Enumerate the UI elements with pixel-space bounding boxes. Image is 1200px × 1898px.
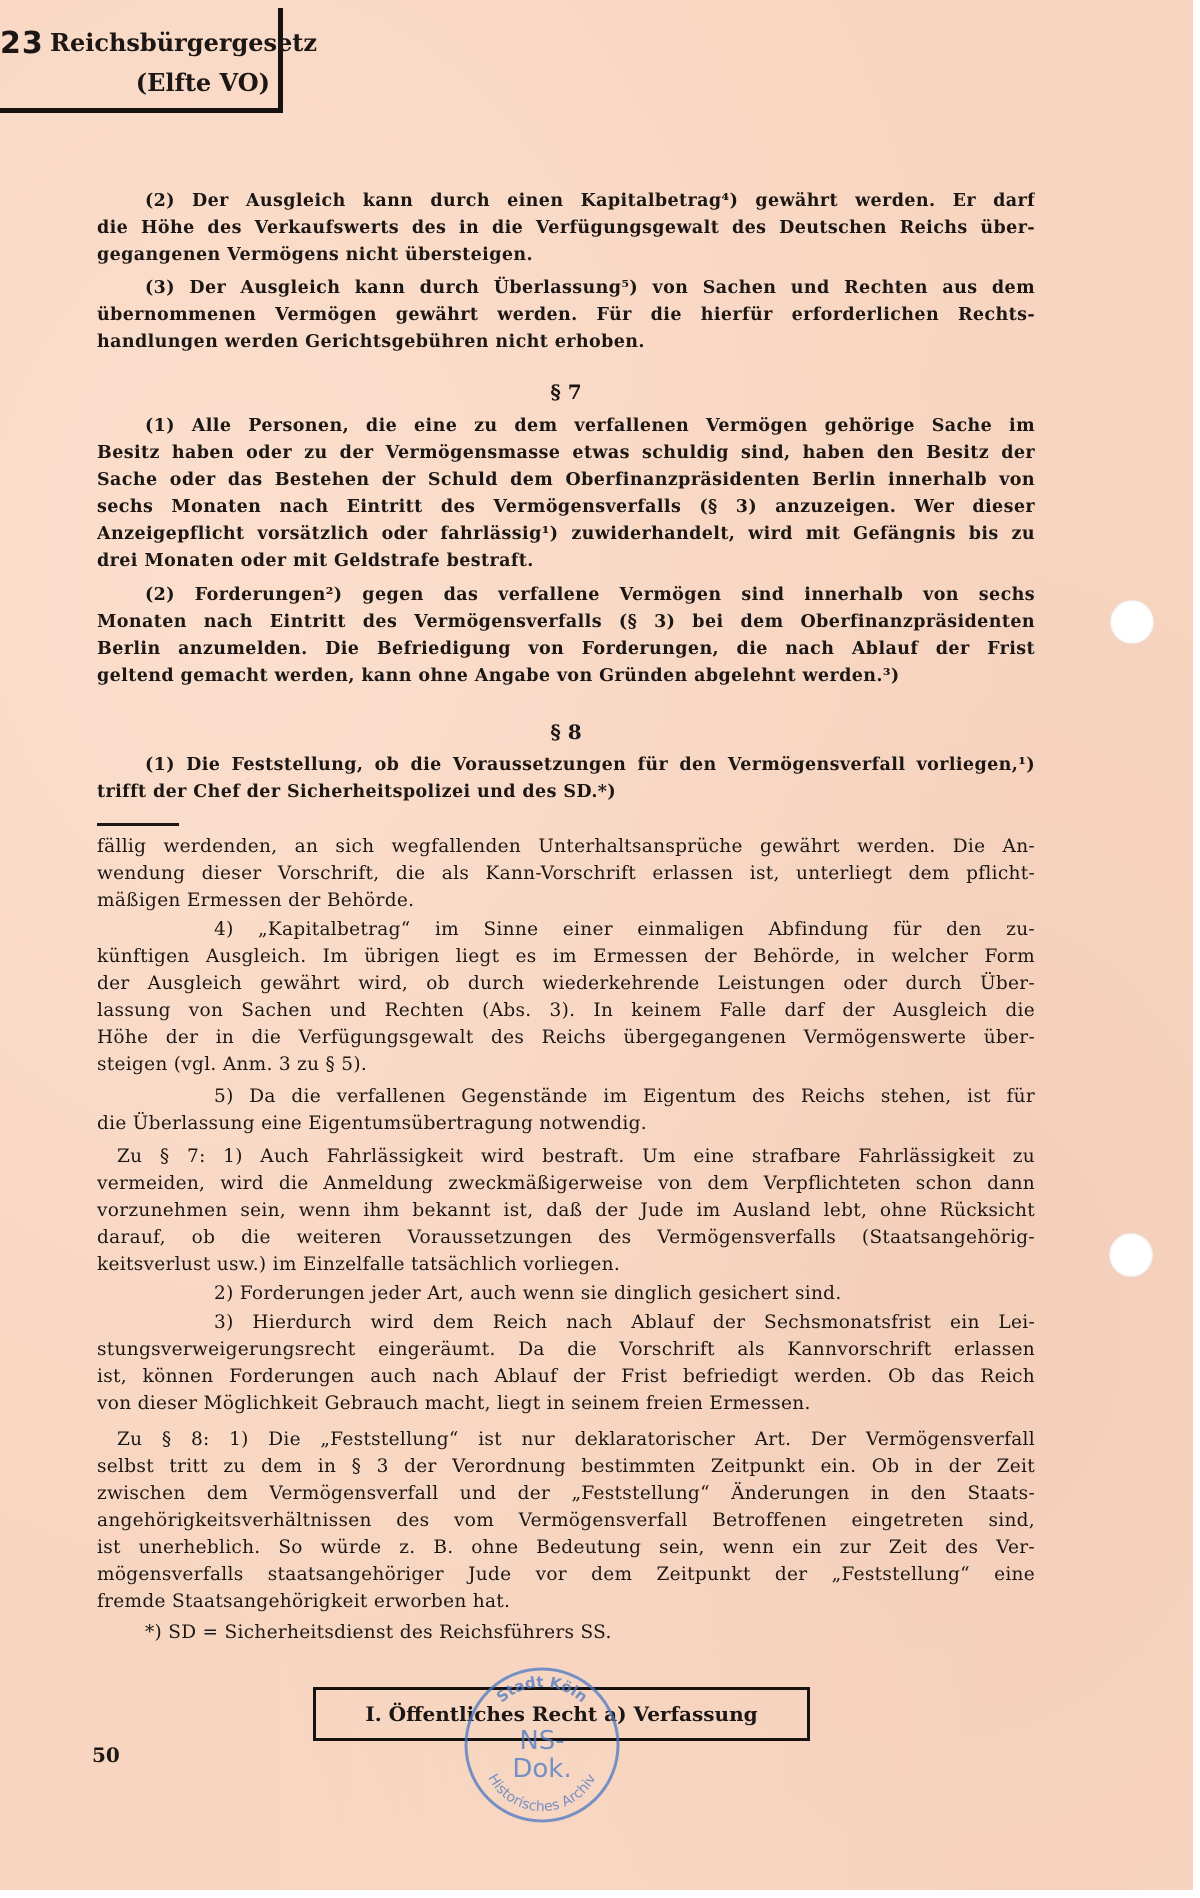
footnote-line: 3) Hierdurch wird dem Reich nach Ablauf der Sechsmonatsfrist ein Lei- [214,1312,1035,1333]
punch-hole [1109,1233,1153,1277]
archive-stamp [462,1665,622,1825]
footnote-line: 4) „Kapitalbetrag“ im Sinne einer einmaligen Abfindung für den zu- [214,919,1035,940]
text-line: Anzeigepflicht vorsätzlich oder fahrlässig¹) zuwiderhandelt, wird mit Gefängnis bis zu [97,524,1035,544]
footnote-line: künftigen Ausgleich. Im übrigen liegt es im Ermessen der Behörde, in welcher Form [97,946,1035,967]
footnote-separator [97,823,179,826]
text-line: gegangenen Vermögens nicht übersteigen. [97,245,534,265]
text-line: übernommenen Vermögen gewährt werden. Für die hierfür erforderlichen Rechts- [97,305,1035,325]
text-line: (2) Forderungen²) gegen das verfallene Vermögen sind innerhalb von sechs [145,585,1035,605]
text-line: trifft der Chef der Sicherheitspolizei und des SD.*) [97,782,617,802]
footnote-line: 5) Da die verfallenen Gegenstände im Eigentum des Reichs stehen, ist für [214,1086,1035,1107]
footnote-line: wendung dieser Vorschrift, die als Kann-Vorschrift erlassen ist, unterliegt dem pflicht- [97,863,1035,884]
text-line: Besitz haben oder zu der Vermögensmasse etwas schuldig sind, haben den Besitz der [97,443,1035,463]
footnote-line: vermeiden, wird die Anmeldung zweckmäßigerweise von dem Verpflichteten schon dann [97,1173,1035,1194]
stamp-bottom-arc: Historisches Archiv [484,1771,600,1816]
footnote-line: mäßigen Ermessen der Behörde. [97,890,415,911]
header-title: Reichsbürgergesetz [50,28,318,57]
section-7-heading: § 7 [550,380,582,404]
running-header [0,8,318,113]
footnote-line: steigen (vgl. Anm. 3 zu § 5). [97,1054,368,1075]
footnote-line: stungsverweigerungsrecht eingeräumt. Da die Vorschrift als Kannvorschrift erlassen [97,1339,1035,1360]
stamp-line-1: NS- [519,1726,565,1756]
text-line: handlungen werden Gerichtsgebühren nicht erhoben. [97,332,645,352]
footnote-line: Höhe der in die Verfügungsgewalt des Reichs übergegangenen Vermögenswerte über- [97,1027,1035,1048]
text-line: (1) Die Feststellung, ob die Voraussetzungen für den Vermögensverfall vorliegen,¹) [145,755,1035,775]
punch-hole [1110,600,1154,644]
header-subtitle: (Elfte VO) [135,68,270,97]
text-line: geltend gemacht werden, kann ohne Angabe von Gründen abgelehnt werden.³) [97,666,900,686]
footnote-line: von dieser Möglichkeit Gebrauch macht, liegt in seinem freien Ermessen. [97,1393,811,1414]
header-number: 23 [0,26,44,61]
text-line: (2) Der Ausgleich kann durch einen Kapitalbetrag⁴) gewährt werden. Er darf [145,191,1035,211]
footnote-line: fremde Staatsangehörigkeit erworben hat. [97,1591,511,1612]
footnote-line: zwischen dem Vermögensverfall und der „Feststellung“ Änderungen in den Staats- [97,1483,1035,1504]
footnote-line: ist, können Forderungen auch nach Ablauf der Frist befriedigt werden. Ob das Reich [97,1366,1035,1387]
footnote-line: lassung von Sachen und Rechten (Abs. 3). In keinem Falle darf der Ausgleich die [97,1000,1035,1021]
footnote-line: 2) Forderungen jeder Art, auch wenn sie dinglich gesichert sind. [214,1283,842,1304]
footnote-line: Zu § 7: 1) Auch Fahrlässigkeit wird bestraft. Um eine strafbare Fahrlässigkeit zu [117,1146,1035,1167]
asterisk-footnote: *) SD = Sicherheitsdienst des Reichsführers SS. [145,1622,612,1643]
footnote-line: der Ausgleich gewährt wird, ob durch wiederkehrende Leistungen oder durch Über- [97,973,1035,994]
footnote-line: vorzunehmen sein, wenn ihm bekannt ist, daß der Jude im Ausland lebt, ohne Rücksicht [97,1200,1035,1221]
footnote-line: ist unerheblich. So würde z. B. ohne Bedeutung sein, wenn ein zur Zeit des Ver- [97,1537,1035,1558]
text-line: Sache oder das Bestehen der Schuld dem Oberfinanzpräsidenten Berlin innerhalb von [97,470,1035,490]
section-8-heading: § 8 [550,720,582,744]
text-line: (1) Alle Personen, die eine zu dem verfallenen Vermögen gehörige Sache im [145,416,1035,436]
stamp-top-arc: Stadt Köln [492,1672,592,1707]
footnote-line: darauf, ob die weiteren Voraussetzungen des Vermögensverfalls (Staatsangehörig- [97,1227,1035,1248]
footnote-line: Zu § 8: 1) Die „Feststellung“ ist nur deklaratorischer Art. Der Vermögensverfall [117,1429,1035,1450]
footnote-line: angehörigkeitsverhältnissen des vom Vermögensverfall Betroffenen eingetreten sind, [97,1510,1035,1531]
footnote-line: die Überlassung eine Eigentumsübertragung notwendig. [97,1113,647,1134]
footnote-line: mögensverfalls staatsangehöriger Jude vor dem Zeitpunkt der „Feststellung“ eine [97,1564,1035,1585]
text-line: (3) Der Ausgleich kann durch Überlassung⁵) von Sachen und Rechten aus dem [145,278,1035,298]
footnote-line: keitsverlust usw.) im Einzelfalle tatsächlich vorliegen. [97,1254,621,1275]
stamp-line-2: Dok. [512,1754,572,1784]
text-line: Berlin anzumelden. Die Befriedigung von Forderungen, die nach Ablauf der Frist [97,639,1035,659]
footnote-line: selbst tritt zu dem in § 3 der Verordnung bestimmten Zeitpunkt ein. Ob in der Zeit [97,1456,1035,1477]
page-number: 50 [92,1743,120,1767]
text-line: sechs Monaten nach Eintritt des Vermögensverfalls (§ 3) anzuzeigen. Wer dieser [97,497,1035,517]
text-line: drei Monaten oder mit Geldstrafe bestraft. [97,551,534,571]
text-line: die Höhe des Verkaufswerts des in die Verfügungsgewalt des Deutschen Reichs über- [97,218,1035,238]
footnote-line: fällig werdenden, an sich wegfallenden Unterhaltsansprüche gewährt werden. Die An- [97,836,1035,857]
part-label: I. Öffentliches Recht a) Verfassung [365,1702,758,1726]
text-line: Monaten nach Eintritt des Vermögensverfalls (§ 3) bei dem Oberfinanzpräsidenten [97,612,1035,632]
